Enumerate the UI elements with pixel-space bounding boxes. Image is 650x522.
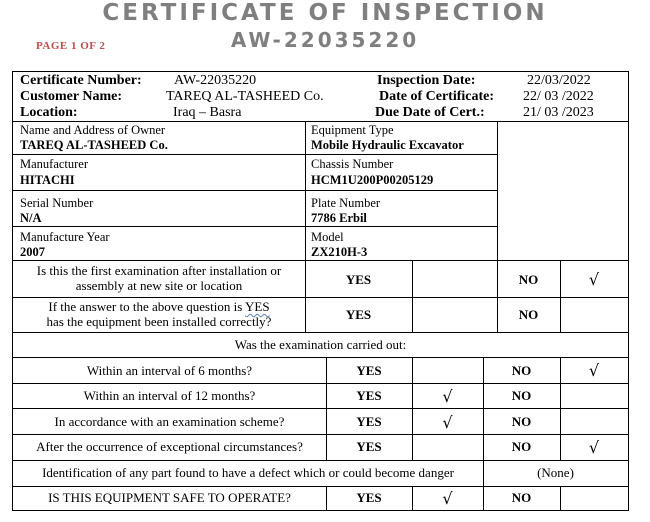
model-value: ZX210H-3 [311, 245, 368, 259]
plate-value: 7786 Erbil [311, 211, 367, 225]
safe-yes: YES [356, 490, 382, 505]
defect-answer: (None) [537, 465, 574, 480]
scheme-yes: YES [356, 414, 382, 429]
chassis-value: HCM1U200P00205129 [311, 173, 434, 187]
carried-out-heading: Was the examination carried out: [234, 337, 407, 352]
interval-12-no: NO [511, 388, 532, 403]
exceptional-yes: YES [356, 439, 382, 454]
inspection-date-label: Inspection Date: [377, 73, 476, 88]
interval-12-yes-checkmark: √ [442, 387, 453, 406]
exceptional-question: After the occurrence of exceptional circumstances? [36, 439, 303, 454]
cert-number-value: AW-22035220 [174, 73, 257, 88]
inspection-date-value: 22/03/2022 [527, 73, 591, 88]
scheme-no: NO [511, 414, 532, 429]
interval-6-yes: YES [356, 363, 382, 378]
model-label: Model [311, 230, 344, 244]
scheme-question: In accordance with an examination scheme? [54, 414, 285, 429]
first-exam-no-checkmark: √ [588, 270, 600, 289]
cert-date-label: Date of Certificate: [379, 89, 495, 104]
defect-question: Identification of any part found to have a defect which or could become danger [42, 465, 454, 480]
interval-12-question: Within an interval of 12 months? [83, 388, 256, 403]
certificate-table [12, 71, 629, 511]
customer-value: TAREQ AL-TASHEED Co. [166, 89, 324, 104]
installed-no: NO [518, 307, 539, 322]
summary-block [13, 72, 628, 122]
safe-no: NO [511, 490, 532, 505]
serial-label: Serial Number [20, 196, 94, 210]
page-indicator: PAGE 1 OF 2 [36, 40, 106, 52]
exceptional-no-checkmark: √ [588, 438, 600, 457]
certificate-id-heading: AW-22035220 [230, 28, 420, 52]
customer-label: Customer Name: [20, 89, 122, 104]
interval-6-question: Within an interval of 6 months? [86, 363, 253, 378]
equipment-type-label: Equipment Type [311, 123, 394, 137]
due-date-value: 21/ 03 /2023 [523, 105, 594, 120]
safe-question: IS THIS EQUIPMENT SAFE TO OPERATE? [48, 490, 291, 505]
owner-label: Name and Address of Owner [20, 123, 166, 137]
cert-number-label: Certificate Number: [20, 73, 142, 88]
certificate-title: CERTIFICATE OF INSPECTION [102, 0, 548, 26]
equipment-type-value: Mobile Hydraulic Excavator [311, 138, 464, 152]
manufacturer-value: HITACHI [20, 173, 75, 187]
scheme-yes-checkmark: √ [442, 413, 453, 432]
interval-6-no-checkmark: √ [588, 361, 600, 380]
year-value: 2007 [20, 245, 45, 259]
year-label: Manufacture Year [20, 230, 110, 244]
plate-label: Plate Number [311, 196, 381, 210]
chassis-label: Chassis Number [311, 157, 394, 171]
location-label: Location: [20, 105, 78, 120]
installed-question: If the answer to the above question is YES has the equipment been installed correctly? [46, 299, 272, 329]
due-date-label: Due Date of Cert.: [375, 105, 485, 120]
interval-12-yes: YES [356, 388, 382, 403]
first-exam-question: Is this the first examination after installation or assembly at new site or location [36, 263, 282, 293]
owner-value: TAREQ AL-TASHEED Co. [20, 138, 168, 152]
first-exam-yes: YES [345, 272, 372, 287]
installed-yes: YES [345, 307, 372, 322]
safe-yes-checkmark: √ [442, 489, 453, 508]
exceptional-no: NO [511, 439, 532, 454]
interval-6-no: NO [511, 363, 532, 378]
serial-value: N/A [20, 211, 42, 225]
manufacturer-label: Manufacturer [20, 157, 89, 171]
location-value: Iraq – Basra [173, 105, 242, 120]
cert-date-value: 22/ 03 /2022 [523, 89, 594, 104]
first-exam-no: NO [518, 272, 539, 287]
